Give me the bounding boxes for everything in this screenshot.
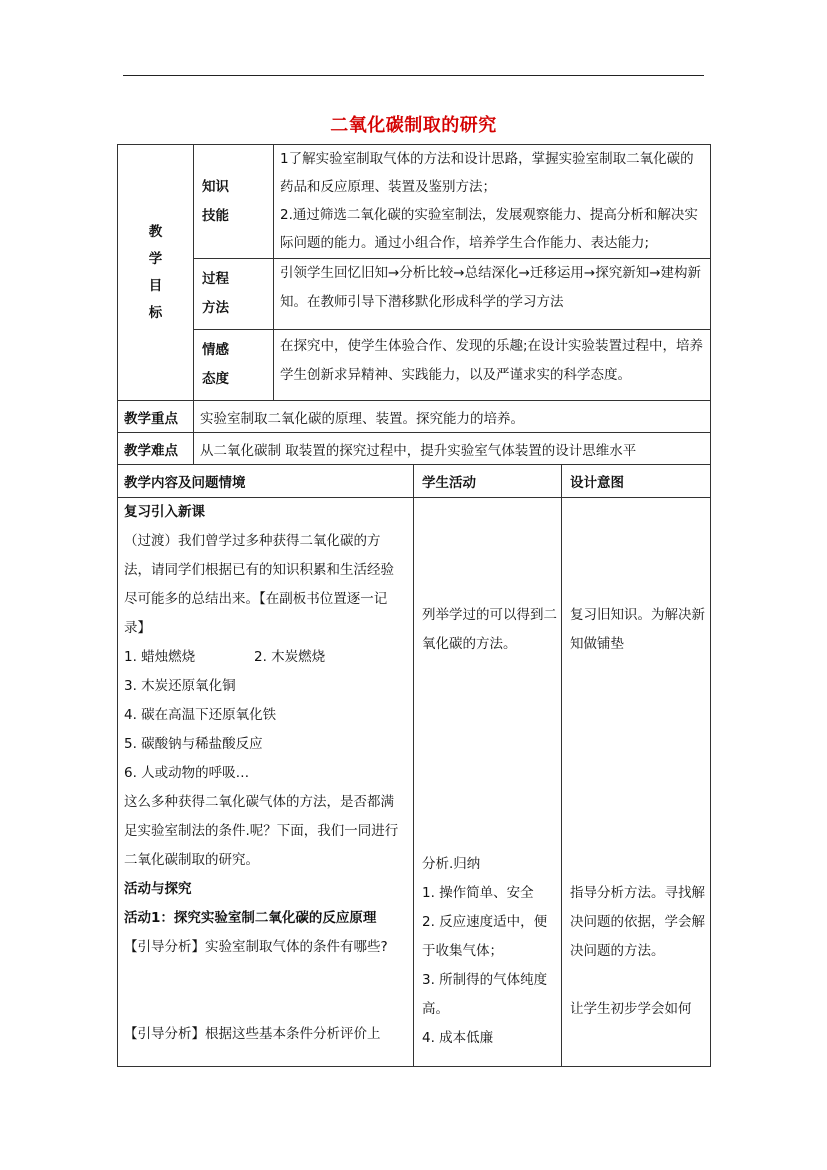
key-point-text: 实验室制取二氧化碳的原理、装置。探究能力的培养。 xyxy=(200,410,524,427)
spacer xyxy=(570,659,706,879)
knowledge-text-cell xyxy=(274,145,711,259)
knowledge-label: 知识 技能 xyxy=(202,178,229,224)
activity-student-4: 4. 成本低廉 xyxy=(422,1030,494,1046)
key-point-row xyxy=(118,401,711,433)
activity-student-heading: 分析.归纳 xyxy=(422,856,481,872)
difficulty-text: 从二氧化碳制 取装置的探究过程中，提升实验室气体装置的设计思维水平 xyxy=(200,442,637,459)
emotion-text-cell xyxy=(274,330,711,401)
review-design: 复习旧知识。为解决新知做铺垫 xyxy=(570,607,705,652)
objective-knowledge-row xyxy=(118,145,711,259)
difficulty-row xyxy=(118,433,711,465)
spacer xyxy=(124,962,407,1020)
review-student: 列举学过的可以得到二氧化碳的方法。 xyxy=(422,607,557,652)
column-header-content-label: 教学内容及问题情境 xyxy=(124,475,246,491)
difficulty-label: 教学难点 xyxy=(124,442,178,459)
knowledge-text-1: 1了解实验室制取气体的方法和设计思路，掌握实验室制取二氧化碳的药品和反应原理、装置及鉴别方法； xyxy=(280,151,694,195)
student-cell xyxy=(414,498,562,1067)
column-header-student xyxy=(414,465,562,498)
review-item-6: 6. 人或动物的呼吸… xyxy=(124,765,250,781)
activity-design-2: 让学生初步学会如何 xyxy=(570,1001,692,1017)
lesson-plan-table xyxy=(117,144,711,1067)
activity-subheading: 活动1：探究实验室制二氧化碳的反应原理 xyxy=(124,910,377,926)
page-title: 二氧化碳制取的研究 xyxy=(330,115,497,136)
key-point-label-cell xyxy=(118,401,194,433)
column-header-student-label: 学生活动 xyxy=(422,475,476,491)
difficulty-label-cell xyxy=(118,433,194,465)
column-header-design xyxy=(562,465,711,498)
column-header-row xyxy=(118,465,711,498)
review-outro: 这么多种获得二氧化碳气体的方法，是否都满足实验室制法的条件.呢？下面，我们一同进行二氧化碳制取的研究。 xyxy=(124,794,399,868)
review-heading: 复习引入新课 xyxy=(124,504,205,520)
key-point-label: 教学重点 xyxy=(124,410,178,427)
review-item-2: 2. 木炭燃烧 xyxy=(254,649,326,665)
spacer xyxy=(422,498,557,601)
content-row xyxy=(118,498,711,1067)
header-rule xyxy=(123,75,704,76)
spacer xyxy=(570,966,706,995)
spacer xyxy=(422,659,557,850)
process-text-cell xyxy=(274,259,711,330)
activity-heading: 活动与探究 xyxy=(124,881,192,897)
emotion-label-cell xyxy=(194,330,274,401)
objectives-label-cell xyxy=(118,145,194,401)
process-label-cell xyxy=(194,259,274,330)
objective-emotion-row xyxy=(118,330,711,401)
column-header-content xyxy=(118,465,414,498)
emotion-text: 在探究中，使学生体验合作、发现的乐趣;在设计实验装置过程中，培养学生创新求异精神、实践能力，以及严谨求实的科学态度。 xyxy=(280,338,704,383)
review-item-5: 5. 碳酸钠与稀盐酸反应 xyxy=(124,736,263,752)
activity-student-3: 3. 所制得的气体纯度高。 xyxy=(422,972,548,1017)
review-item-1: 1. 蜡烛燃烧 xyxy=(124,649,196,665)
key-point-text-cell xyxy=(194,401,711,433)
activity-student-1: 1. 操作简单、安全 xyxy=(422,885,534,901)
objective-process-row xyxy=(118,259,711,330)
spacer xyxy=(570,498,706,601)
review-item-4: 4. 碳在高温下还原氧化铁 xyxy=(124,707,277,723)
process-text: 引领学生回忆旧知→分析比较→总结深化→迁移运用→探究新知→建构新知。在教师引导下潜移默化形成科学的学习方法 xyxy=(280,265,702,310)
activity-design-1: 指导分析方法。寻找解决问题的依据，学会解决问题的方法。 xyxy=(570,885,705,959)
design-cell xyxy=(562,498,711,1067)
activity-student-2: 2. 反应速度适中，便于收集气体； xyxy=(422,914,548,959)
column-header-design-label: 设计意图 xyxy=(570,475,624,491)
activity-guide-1: 【引导分析】实验室制取气体的条件有哪些? xyxy=(124,939,388,955)
review-intro: （过渡）我们曾学过多种获得二氧化碳的方法，请同学们根据已有的知识积累和生活经验尽可能多的总结出来。【在副板书位置逐一记录】 xyxy=(124,533,394,636)
activity-guide-2: 【引导分析】根据这些基本条件分析评价上 xyxy=(124,1026,381,1042)
knowledge-text-2: 2.通过筛选二氧化碳的实验室制法，发展观察能力、提高分析和解决实际问题的能力。通过小组合作，培养学生合作能力、表达能力; xyxy=(280,207,698,251)
content-cell xyxy=(118,498,414,1067)
review-item-3: 3. 木炭还原氧化铜 xyxy=(124,678,236,694)
difficulty-text-cell xyxy=(194,433,711,465)
knowledge-label-cell xyxy=(194,145,274,259)
emotion-label: 情感 态度 xyxy=(202,342,229,387)
process-label: 过程 方法 xyxy=(202,271,229,316)
objectives-label: 教 学 目 标 xyxy=(148,223,163,321)
